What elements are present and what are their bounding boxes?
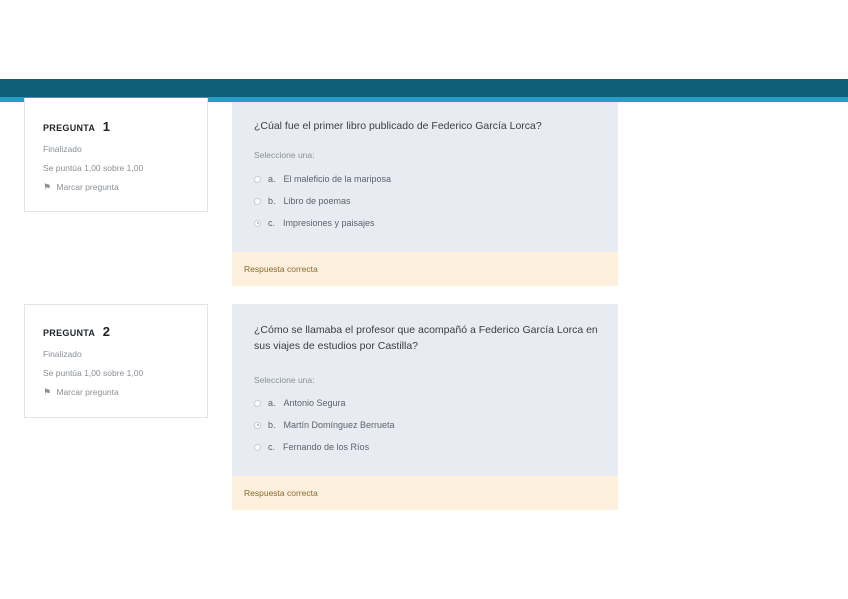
option-letter: c.: [268, 218, 276, 228]
answer-option-c[interactable]: [254, 212, 391, 234]
option-text: El maleficio de la mariposa: [283, 174, 392, 184]
top-navbar: [0, 79, 848, 97]
radio-button[interactable]: [254, 400, 261, 407]
radio-button[interactable]: [254, 198, 261, 205]
option-letter: a.: [268, 174, 276, 184]
flag-question-link[interactable]: [43, 182, 191, 193]
flag-question-label: Marcar pregunta: [56, 387, 119, 397]
answer-option-a[interactable]: [254, 168, 391, 190]
feedback-correct: Respuesta correcta: [232, 252, 618, 286]
feedback-correct: Respuesta correcta: [232, 476, 618, 510]
question-1-heading: [43, 118, 191, 136]
radio-button-selected[interactable]: [254, 422, 261, 429]
answer-option-c[interactable]: [254, 436, 395, 458]
question-number: 2: [102, 324, 110, 339]
question-text: ¿Cúal fue el primer libro publicado de Federico García Lorca?: [254, 120, 542, 132]
option-text: Martín Domínguez Berrueta: [283, 420, 395, 430]
answer-options: [254, 168, 391, 234]
question-2-heading: [43, 323, 191, 341]
radio-button[interactable]: [254, 444, 261, 451]
answer-prompt: Seleccione una:: [254, 375, 315, 385]
question-state: Finalizado: [43, 144, 82, 154]
radio-button[interactable]: [254, 176, 261, 183]
option-letter: c.: [268, 442, 276, 452]
question-grade: Se puntúa 1,00 sobre 1,00: [43, 163, 144, 173]
option-letter: b.: [268, 196, 276, 206]
question-state: Finalizado: [43, 349, 82, 359]
option-letter: a.: [268, 398, 276, 408]
question-number: 1: [102, 119, 110, 134]
radio-button-selected[interactable]: [254, 220, 261, 227]
question-2-info: [24, 304, 208, 418]
flag-question-label: Marcar pregunta: [56, 182, 119, 192]
question-heading-label: PREGUNTA: [43, 123, 96, 133]
option-text: Impresiones y paisajes: [283, 218, 375, 228]
question-heading-label: PREGUNTA: [43, 328, 96, 338]
question-1-info: [24, 98, 208, 212]
option-text: Fernando de los Ríos: [283, 442, 370, 452]
question-grade: Se puntúa 1,00 sobre 1,00: [43, 368, 144, 378]
answer-option-b[interactable]: [254, 190, 391, 212]
option-letter: b.: [268, 420, 276, 430]
question-text: ¿Cómo se llamaba el profesor que acompañó a Federico García Lorca en sus viajes de estudios por Castilla?: [254, 324, 598, 352]
answer-options: [254, 392, 395, 458]
flag-icon: ⚑: [43, 182, 52, 192]
answer-option-b[interactable]: [254, 414, 395, 436]
flag-icon: ⚑: [43, 387, 52, 397]
answer-prompt: Seleccione una:: [254, 150, 315, 160]
answer-option-a[interactable]: [254, 392, 395, 414]
question-1-content: [232, 102, 618, 252]
question-2-content: [232, 304, 618, 476]
option-text: Antonio Segura: [283, 398, 346, 408]
option-text: Libro de poemas: [283, 196, 351, 206]
flag-question-link[interactable]: [43, 387, 191, 398]
